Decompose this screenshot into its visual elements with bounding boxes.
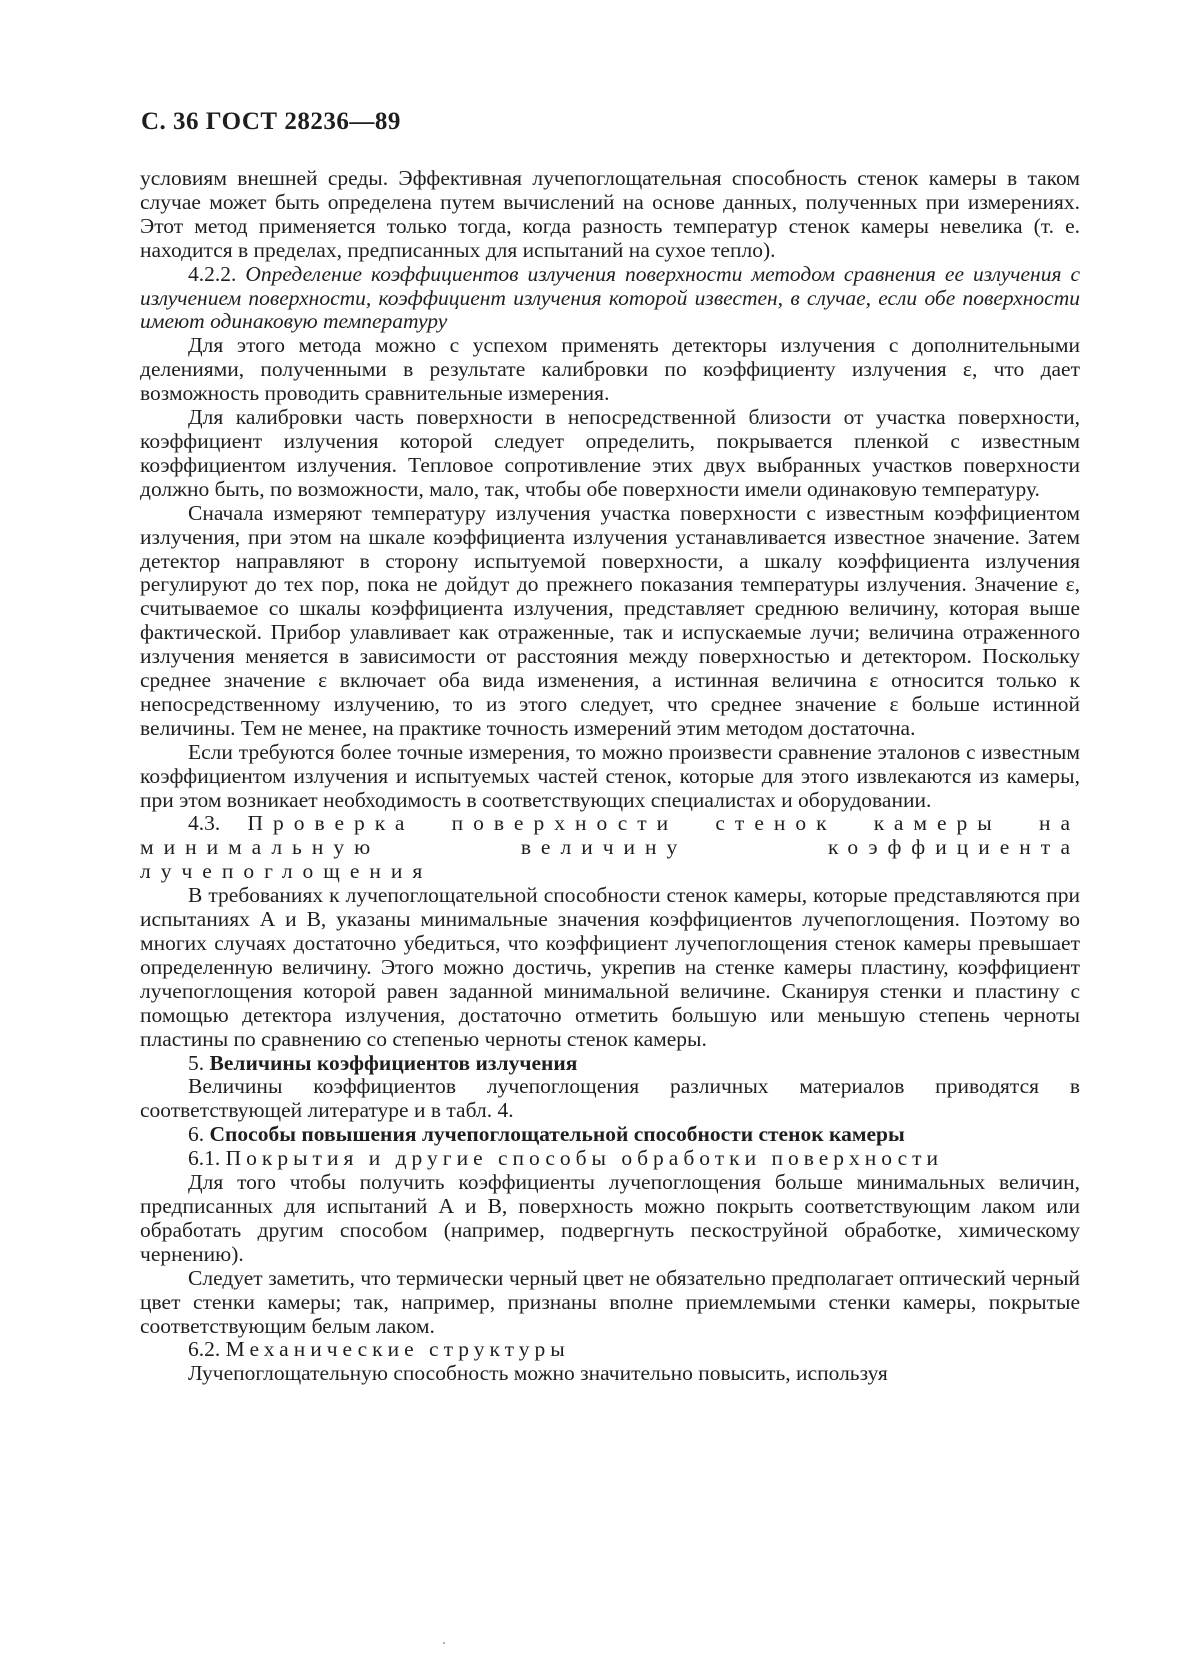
section-title: Способы повышения лучепоглощательной способности стенок камеры [209, 1122, 905, 1147]
paragraph: В требованиях к лучепоглощательной способности стенок камеры, которые представляются при испытаниях А и В, указаны минимальные значения коэффициентов лучепоглощения. Поэтому во многих случаях достаточно убедиться, что коэффициент лучепоглощения стенок камеры превышает определенную величину. Этого можно достичь, укрепив на стенке камеры пластину, коэффициент лучепоглощения которой равен заданной минимальной величине. Сканируя стенки и пластину с помощью детектора излучения, достаточно отметить большую или меньшую степень черноты пластины по сравнению со степенью черноты стенок камеры. [140, 883, 1080, 1051]
paragraph: условиям внешней среды. Эффективная лучепоглощательная способность стенок камеры в таком случае может быть определена путем вычислений на основе данных, полученных при измерениях. Этот метод применяется только тогда, когда разность температур стенок камеры невелика (т. е. находится в пределах, предписанных для испытаний на сухое тепло). [140, 166, 1080, 262]
paragraph: Для этого метода можно с успехом применять детекторы излучения с дополнительными делениями, полученными в результате калибровки по коэффициенту излучения ε, что дает возможность проводить сравнительные измерения. [140, 333, 1080, 406]
section-number: 4.2.2. [188, 261, 237, 286]
page-header: С. 36 ГОСТ 28236—89 [141, 108, 401, 135]
section-title: Покрытия и другие способы обработки поверхности [225, 1146, 944, 1171]
section-4-2-2 [140, 263, 1080, 335]
section-6-heading [140, 1123, 1080, 1147]
section-number: 6.2. [188, 1337, 221, 1362]
section-4-3 [140, 812, 1080, 884]
section-title: Определение коэффициентов излучения поверхности методом сравнения ее излучения с излучением поверхности, коэффициент излучения которой известен, в случае, если обе поверхности имеют одинаковую температуру [140, 261, 1081, 334]
section-number: 5. [188, 1050, 205, 1075]
paragraph: Если требуются более точные измерения, то можно произвести сравнение эталонов с известным коэффициентом излучения и испытуемых частей стенок, которые для этого извлекаются из камеры, при этом возникает необходимость в соответствующих специалистах и оборудовании. [140, 739, 1080, 812]
section-title: Проверка поверхности стенок камеры на минимальную величину коэффициента лучепоглощения [140, 811, 1080, 884]
section-number: 4.3. [188, 811, 221, 836]
paragraph: Следует заметить, что термически черный цвет не обязательно предполагает оптический черный цвет стенки камеры; так, например, признаны вполне приемлемыми стенки камеры, покрытые соответствующим белым лаком. [140, 1265, 1080, 1338]
section-6-1 [140, 1147, 1080, 1171]
paragraph: Для того чтобы получить коэффициенты лучепоглощения больше минимальных величин, предписанных для испытаний А и В, поверхность можно покрыть соответствующим лаком или обработать другим способом (например, подвергнуть пескоструйной обработке, химическому чернению). [140, 1170, 1080, 1266]
section-title: Величины коэффициентов излучения [209, 1050, 578, 1075]
paragraph: Величины коэффициентов лучепоглощения различных материалов приводятся в соответствующей литературе и в табл. 4. [140, 1074, 1080, 1123]
section-number: 6. [188, 1122, 205, 1147]
section-6-2 [140, 1338, 1080, 1362]
page-body [140, 167, 1080, 1386]
paragraph: Сначала измеряют температуру излучения участка поверхности с известным коэффициентом излучения, при этом на шкале коэффициента излучения устанавливается известное значение. Затем детектор направляют в сторону испытуемой поверхности, а шкалу коэффициента излучения регулируют до тех пор, пока не дойдут до прежнего показания температуры излучения. Значение ε, считываемое со шкалы коэффициента излучения, представляет среднюю величину, которая выше фактической. Прибор улавливает как отраженные, так и испускаемые лучи; величина отраженного излучения меняется в зависимости от расстояния между поверхностью и детектором. Поскольку среднее значение ε включает оба вида изменения, а истинная величина ε относится только к непосредственному излучению, то из этого следует, что среднее значение ε больше истинной величины. Тем не менее, на практике точность измерений этим методом достаточна. [140, 500, 1080, 740]
scan-speck [443, 1642, 445, 1644]
paragraph: Лучепоглощательную способность можно значительно повысить, используя [188, 1361, 888, 1386]
section-number: 6.1. [188, 1146, 221, 1171]
paragraph: Для калибровки часть поверхности в непосредственной близости от участка поверхности, коэффициент излучения которой следует определить, покрывается пленкой с известным коэффициентом излучения. Тепловое сопротивление этих двух выбранных участков поверхности должно быть, по возможности, мало, так, чтобы обе поверхности имели одинаковую температуру. [140, 405, 1080, 501]
section-title: Механические структуры [225, 1337, 570, 1362]
section-5-heading [140, 1052, 1080, 1076]
